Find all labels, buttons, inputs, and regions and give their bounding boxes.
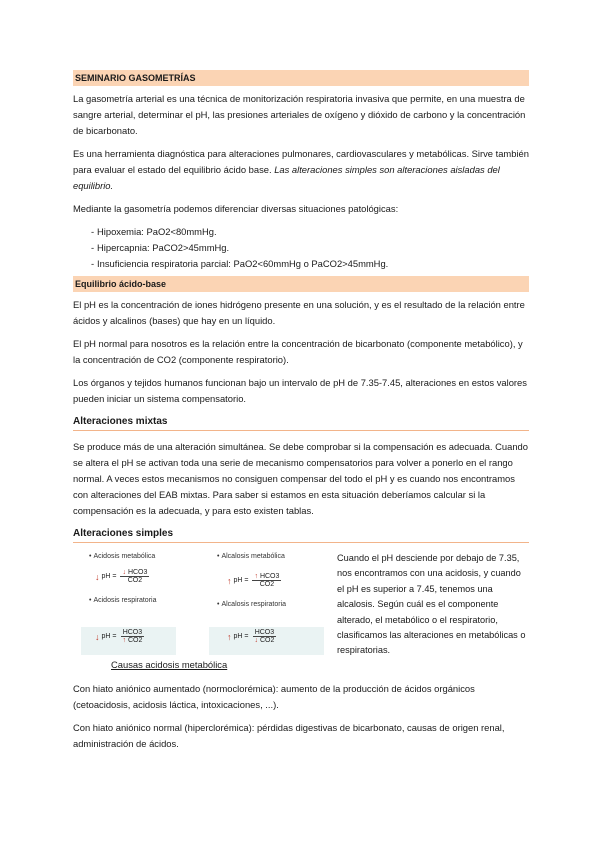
label-met-alkalosis: • Alcalosis metabólica [217, 553, 285, 560]
list-item: - Insuficiencia respiratoria parcial: PaO2<60mmHg o PaCO2>45mmHg. [73, 256, 529, 272]
acid-base-heading: Equilibrio ácido-base [73, 276, 529, 292]
simple-side-text: Cuando el pH desciende por debajo de 7.35, nos encontramos con una acidosis, y cuando el pH es superior a 7.45, tenemos una alcalosis. Según cuál es el componente alterado, el metabólico o el respiratorio, clasificamos las alteraciones en metabólicas o respiratorias. [337, 553, 526, 656]
acid-base-figure [81, 551, 331, 671]
intro-paragraph-1: La gasometría arterial es una técnica de monitorización respiratoria invasiva que permite, en una muestra de sangre arterial, determinar el pH, las presiones arteriales de oxígeno y dióxido de carbono y la concentración de bicarbonato. [73, 93, 526, 136]
list-item: - Hipoxemia: PaO2<80mmHg. [73, 224, 529, 240]
acid-base-paragraph-1: El pH es la concentración de iones hidrógeno presente en una solución, y es el resultado de la relación entre ácidos y alcalinos (bases) que hay en un líquido. [73, 299, 525, 326]
intro-paragraph-3: Mediante la gasometría podemos diferenciar diversas situaciones patológicas: [73, 203, 399, 214]
label-resp-acidosis: • Acidosis respiratoria [89, 597, 157, 604]
section-title: SEMINARIO GASOMETRÍAS [73, 70, 529, 86]
mixed-heading: Alteraciones mixtas [73, 414, 529, 431]
document-page [73, 70, 529, 759]
acid-base-paragraph-2: El pH normal para nosotros es la relación entre la concentración de bicarbonato (componente metabólico), y la concentración de CO2 (componente respiratorio). [73, 338, 523, 365]
acid-base-paragraph-3: Los órganos y tejidos humanos funcionan bajo un intervalo de pH de 7.35-7.45, alteraciones en estos valores pueden iniciar un sistema compensatorio. [73, 377, 527, 404]
mixed-paragraph: Se produce más de una alteración simultánea. Se debe comprobar si la compensación es adecuada. Cuando se altera el pH se activan toda una serie de mecanismo compensatorios para volver a ponerlo en el rango normal. A veces estos mecanismos no consiguen compensar del todo el pH y es cuando nos encontramos con alteraciones del EAB mixtas. Para saber si estamos en esta situación deberíamos calcular si la compensación es la adecuada, y para esto existen tablas. [73, 441, 528, 516]
causes-paragraph-1: Con hiato aniónico aumentado (normoclorémica): aumento de la producción de ácidos orgánicos (cetoacidosis, acidosis láctica, intoxicaciones, ...). [73, 683, 475, 710]
intro-paragraph-2: Es una herramienta diagnóstica para alteraciones pulmonares, cardiovasculares y metabólicas. Sirve también para evaluar el estado del equilibrio ácido base. Las alteraciones simples son alteraciones aisladas del equilibrio. [73, 148, 529, 191]
formula-met-acidosis: ↓ pH = $\frac{\text{↓ HCO3}}{CO2}$ [95, 569, 148, 584]
label-resp-alkalosis: • Alcalosis respiratoria [217, 601, 287, 608]
pathology-list [73, 224, 529, 272]
causes-paragraph-2: Con hiato aniónico normal (hiperclorémica): pérdidas digestivas de bicarbonato, causas de origen renal, administración de ácidos. [73, 722, 505, 749]
simple-heading: Alteraciones simples [73, 526, 529, 543]
label-met-acidosis: • Acidosis metabólica [89, 553, 156, 560]
formula-resp-acidosis: ↓ pH = $\frac{\text{HCO3}}{↑ CO2}$ [95, 629, 143, 644]
figure-caption: Causas acidosis metabólica [111, 659, 228, 670]
list-item: - Hipercapnia: PaCO2>45mmHg. [73, 240, 529, 256]
formula-resp-alkalosis: ↑ pH = $\frac{\text{HCO3}}{↓ CO2}$ [227, 629, 275, 644]
simple-alterations-block [73, 551, 529, 671]
formula-met-alkalosis: ↑ pH = $\frac{\text{↑ HCO3}}{CO2}$ [227, 573, 280, 588]
